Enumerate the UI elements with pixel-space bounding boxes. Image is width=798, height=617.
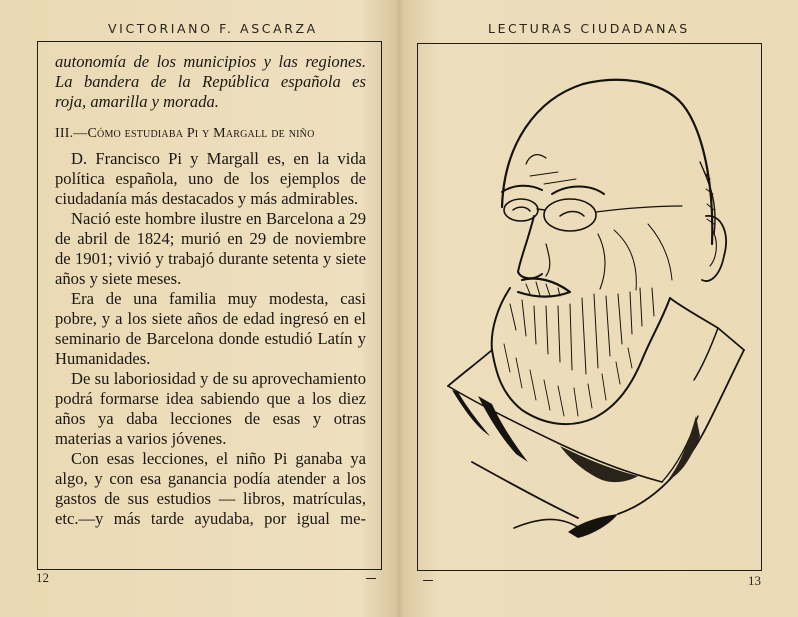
paragraph: Nació este hombre ilustre en Barcelona a 29 de abril de 1824; murió en 29 de noviembre de 1901; vivió y trabajó durante setenta y siete años y siete meses. xyxy=(55,209,366,288)
portrait-illustration xyxy=(418,44,761,570)
italic-line: roja, amarilla y morada. xyxy=(55,92,219,111)
text-frame xyxy=(37,41,382,570)
paragraph: D. Francisco Pi y Margall es, en la vida política española, uno de los ejemplos de ciudadanía más destacados y más admirables. xyxy=(55,149,366,208)
italic-line: autonomía de los municipios y las regiones. xyxy=(55,52,366,71)
footer-dash xyxy=(366,578,376,579)
paragraph: Con esas lecciones, el niño Pi ganaba ya algo, y con esa ganancia podía atender a los gastos de sus estudios — libros, matrículas, etc.—y más tarde ayudaba, por igual me- xyxy=(55,449,366,528)
running-head-left: VICTORIANO F. ASCARZA xyxy=(108,21,318,36)
page-number-left: 12 xyxy=(36,570,49,585)
illustration-frame xyxy=(417,43,762,571)
footer-dash xyxy=(423,580,433,581)
section-heading: III.—Cómo estudiaba Pi y Margall de niño xyxy=(55,126,315,141)
paragraph: Era de una familia muy modesta, casi pobre, y a los siete años de edad ingresó en el seminario de Barcelona donde estudió Latín y Humanidades. xyxy=(55,289,366,368)
running-head-right: LECTURAS CIUDADANAS xyxy=(488,21,690,36)
page-text xyxy=(55,52,366,529)
left-page xyxy=(0,0,398,617)
page-number-right: 13 xyxy=(748,573,761,588)
paragraph: De su laboriosidad y de su aprovechamiento podrá formarse idea sabiendo que a los diez años ya daba lecciones de esas y otras materias a varios jóvenes. xyxy=(55,369,366,448)
right-page xyxy=(400,0,798,617)
italic-line: La bandera de la República española es xyxy=(55,72,366,91)
